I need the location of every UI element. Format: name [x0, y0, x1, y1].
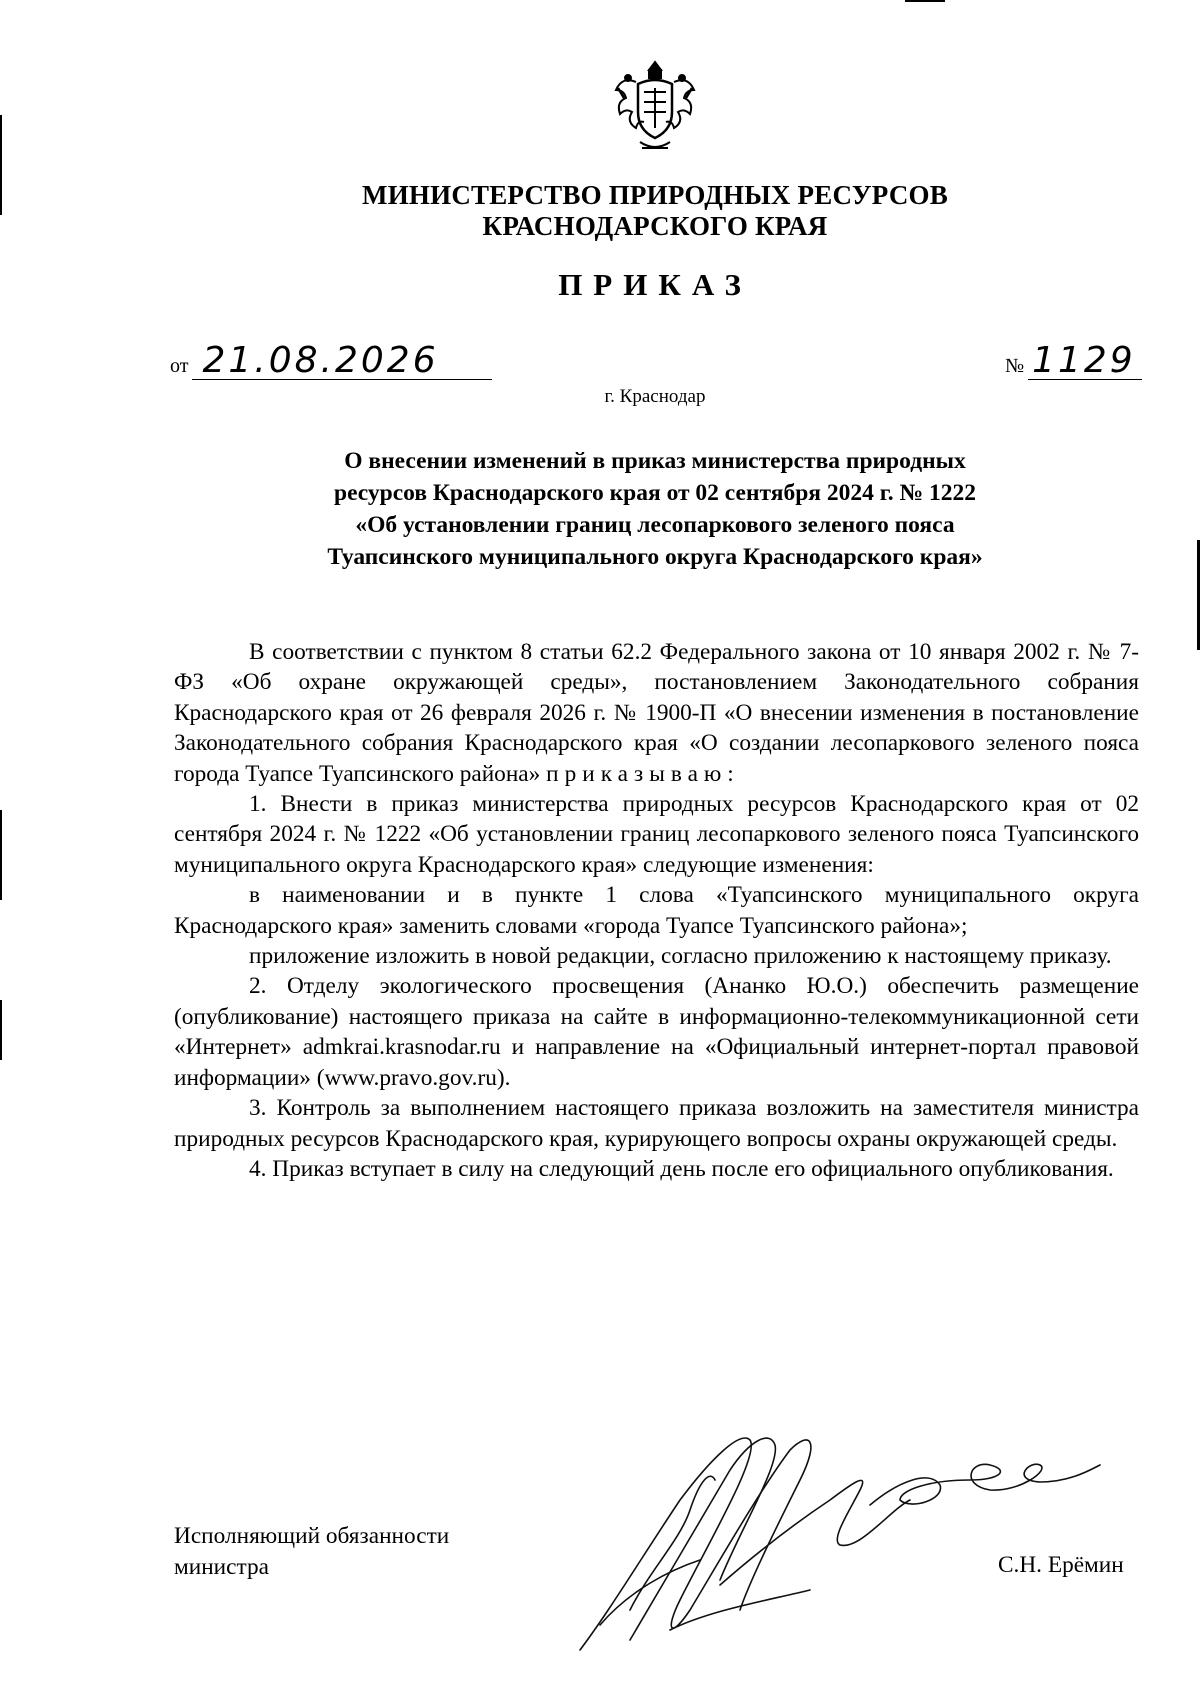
ministry-line-1: МИНИСТЕРСТВО ПРИРОДНЫХ РЕСУРСОВ	[362, 180, 948, 210]
document-title	[170, 445, 1140, 573]
city: г. Краснодар	[604, 386, 706, 407]
preamble-text: В соответствии с пунктом 8 статьи 62.2 Федерального закона от 10 января 2002 г. № 7-ФЗ «Об охране окружающей среды», постановлением Законодательного собрания Краснодарского края от 26 февраля 2026 г. № 1900-П «О внесении изменения в постановление Законодательного собрания Краснодарского края «О создании лесопаркового зеленого пояса города Туапсе Туапсинского района»	[174, 639, 1139, 787]
item-1-change-1: в наименовании и в пункте 1 слова «Туапсинского муниципального округа Краснодарского края» заменить словами «города Туапсе Туапсинского района»;	[174, 882, 1139, 939]
signatory-position	[174, 1521, 449, 1583]
signature-icon	[570, 1410, 1110, 1660]
date-prefix: от	[170, 355, 189, 377]
document-type: ПРИКАЗ	[558, 267, 752, 302]
date-value: 21.08.2026	[192, 343, 492, 380]
title-line-4: Туапсинского муниципального округа Краснодарского края»	[327, 544, 983, 570]
scan-edge-mark	[0, 1000, 2, 1060]
title-line-1: О внесении изменений в приказ министерства природных	[344, 448, 966, 474]
ministry-name	[0, 180, 1200, 242]
item-2: 2. Отделу экологического просвещения (Ананко Ю.О.) обеспечить размещение (опубликование) настоящего приказа на сайте в информационно-телекоммуникационной сети «Интернет» admkrai.krasnodar.ru и направление на «Официальный интернет-портал правовой информации» (www.pravo.gov.ru).	[174, 973, 1139, 1091]
number-prefix: №	[1005, 355, 1025, 377]
position-line-1: Исполняющий обязанности	[174, 1523, 450, 1549]
signatory-name: С.Н. Ерёмин	[998, 1552, 1124, 1578]
number-value: 1129	[1028, 343, 1142, 380]
item-1: 1. Внести в приказ министерства природных ресурсов Краснодарского края от 02 сентября 2024 г. № 1222 «Об установлении границ лесопаркового зеленого пояса Туапсинского муниципального округа Краснодарского края» следующие изменения:	[174, 791, 1139, 878]
preamble-paragraph	[174, 637, 1139, 789]
title-line-3: «Об установлении границ лесопаркового зеленого пояса	[355, 512, 955, 538]
document-body	[174, 637, 1139, 1184]
ministry-line-2: КРАСНОДАРСКОГО КРАЯ	[482, 211, 828, 241]
item-1-change-2: приложение изложить в новой редакции, согласно приложению к настоящему приказу.	[249, 943, 1112, 970]
title-line-2: ресурсов Краснодарского края от 02 сентября 2024 г. № 1222	[334, 480, 976, 506]
scan-edge-mark	[0, 810, 2, 900]
position-line-2: министра	[174, 1554, 269, 1580]
scan-edge-mark	[905, 0, 945, 2]
order-word: приказываю:	[546, 760, 740, 787]
item-4: 4. Приказ вступает в силу на следующий день после его официального опубликования.	[249, 1155, 1114, 1182]
item-3: 3. Контроль за выполнением настоящего приказа возложить на заместителя министра природных ресурсов Краснодарского края, курирующего вопросы охраны окружающей среды.	[174, 1095, 1139, 1152]
coat-of-arms-icon	[610, 58, 700, 158]
number-field	[1005, 340, 1142, 381]
date-field	[170, 340, 492, 381]
